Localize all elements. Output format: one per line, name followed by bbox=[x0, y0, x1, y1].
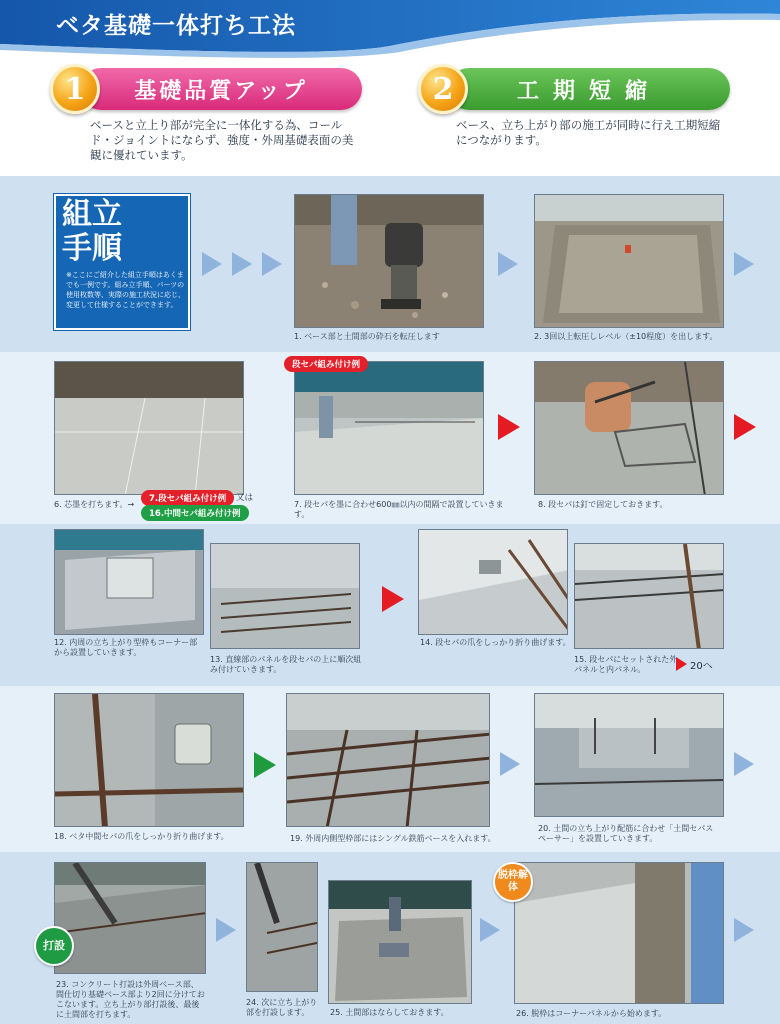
assembly-title: 組立手順 bbox=[62, 197, 122, 266]
tag-step-7-example: 7.段セパ組み付け例 bbox=[141, 490, 234, 506]
photo-step-23 bbox=[54, 862, 206, 974]
flow-arrow-red-icon bbox=[382, 586, 404, 612]
photo-step-19 bbox=[286, 693, 490, 827]
photo-step-1 bbox=[294, 194, 484, 328]
flow-arrow-icon bbox=[498, 252, 518, 276]
feature-number-2: 2 bbox=[418, 64, 468, 114]
caption-step-26: 26. 脱枠はコーナーパネルから始めます。 bbox=[516, 1009, 667, 1018]
caption-step-23: 23. コンクリート打設は外周ベース部、間仕切り基礎ベース部より2回に分けておこないます。立ち上がり部打設後、最後に土間部を打ちます。 bbox=[56, 980, 205, 1019]
assembly-steps-box bbox=[54, 194, 190, 330]
caption-step-8: 8. 段セパは釘で固定しておきます。 bbox=[538, 500, 668, 509]
photo-step-24 bbox=[246, 862, 318, 992]
feature-title-1: 基礎品質アップ bbox=[80, 68, 362, 110]
caption-step-13: 13. 直線部のパネルを段セパの上に順次組み付けていきます。 bbox=[210, 655, 362, 674]
caption-step-18: 18. ベタ中間セパの爪をしっかり折り曲げます。 bbox=[54, 832, 229, 841]
flow-arrow-icon bbox=[202, 252, 222, 276]
caption-step-24: 24. 次に立ち上がり部を打設します。 bbox=[246, 998, 318, 1017]
page-title: ベタ基礎一体打ち工法 bbox=[56, 13, 296, 39]
flow-arrow-icon bbox=[500, 752, 520, 776]
tag-or-text: 又は bbox=[236, 493, 254, 503]
caption-step-20: 20. 土間の立ち上がり配筋に合わせ「土間セパスペーサー」を設置していきます。 bbox=[538, 824, 714, 843]
flow-arrow-icon bbox=[480, 918, 500, 942]
photo-step-8 bbox=[534, 361, 724, 495]
go-to-arrow-icon bbox=[676, 657, 687, 671]
flow-arrow-icon bbox=[216, 918, 236, 942]
feature-number-1: 1 bbox=[50, 64, 100, 114]
flow-arrow-red-icon bbox=[734, 414, 756, 440]
caption-step-19: 19. 外周内側型枠部にはシングル鉄筋ベースを入れます。 bbox=[290, 834, 496, 843]
photo-step-12 bbox=[54, 529, 204, 635]
caption-step-25: 25. 土間部はならしておきます。 bbox=[330, 1008, 449, 1017]
feature-desc-2: ベース、立ち上がり部の施工が同時に行え工期短縮につながります。 bbox=[456, 118, 721, 147]
flow-arrow-icon bbox=[232, 252, 252, 276]
caption-step-2: 2. 3回以上転圧しレベル（±10程度）を出します。 bbox=[534, 332, 718, 341]
photo-step-13 bbox=[210, 543, 360, 649]
caption-step-6: 6. 芯墨を打ちます。→ bbox=[54, 500, 135, 509]
flow-arrow-red-icon bbox=[498, 414, 520, 440]
photo-step-6 bbox=[54, 361, 244, 495]
feature-desc-1: ベースと立上り部が完全に一体化する為、コールド・ジョイントにならず、強度・外周基礎表面の美観に優れています。 bbox=[90, 118, 354, 162]
caption-step-12: 12. 内周の立ち上がり型枠もコーナー部から設置していきます。 bbox=[54, 638, 198, 657]
feature-schedule bbox=[418, 64, 733, 116]
feature-quality bbox=[50, 64, 365, 116]
photo-step-2 bbox=[534, 194, 724, 328]
photo-step-26 bbox=[514, 862, 724, 1004]
photo-step-14 bbox=[418, 529, 568, 635]
caption-step-1: 1. ベース部と土間部の砕石を転圧します bbox=[294, 332, 440, 341]
caption-step-7: 7. 段セパを墨に合わせ600㎜以内の間隔で設置していきます。 bbox=[294, 500, 504, 519]
photo-step-25 bbox=[328, 880, 472, 1004]
badge-strip: 脱枠解体 bbox=[493, 862, 533, 902]
caption-step-14: 14. 段セパの爪をしっかり折り曲げます。 bbox=[420, 638, 571, 647]
tag-example-badge: 段セパ組み付け例 bbox=[284, 356, 368, 372]
flow-arrow-green-icon bbox=[254, 752, 276, 778]
flow-arrow-icon bbox=[734, 252, 754, 276]
flow-arrow-icon bbox=[734, 752, 754, 776]
photo-step-7 bbox=[294, 361, 484, 495]
header-band bbox=[0, 0, 780, 58]
flow-arrow-icon bbox=[262, 252, 282, 276]
photo-step-18 bbox=[54, 693, 244, 827]
flow-arrow-icon bbox=[734, 918, 754, 942]
go-to-step-20: 20へ bbox=[690, 661, 713, 672]
feature-title-2: 工期短縮 bbox=[448, 68, 730, 110]
photo-step-20 bbox=[534, 693, 724, 817]
assembly-note: ※ここにご紹介した組立手順はあくまでも一例です。組み立手順、パーツの使用枚数等、実際の施工状況に応じ、変更して仕様することができます。 bbox=[66, 271, 185, 309]
photo-step-15 bbox=[574, 543, 724, 649]
tag-step-16-example: 16.中間セパ組み付け例 bbox=[141, 505, 249, 521]
badge-pour: 打設 bbox=[34, 926, 74, 966]
caption-step-15: 15. 段セパにセットされた外パネルと内パネル。 bbox=[574, 655, 678, 674]
